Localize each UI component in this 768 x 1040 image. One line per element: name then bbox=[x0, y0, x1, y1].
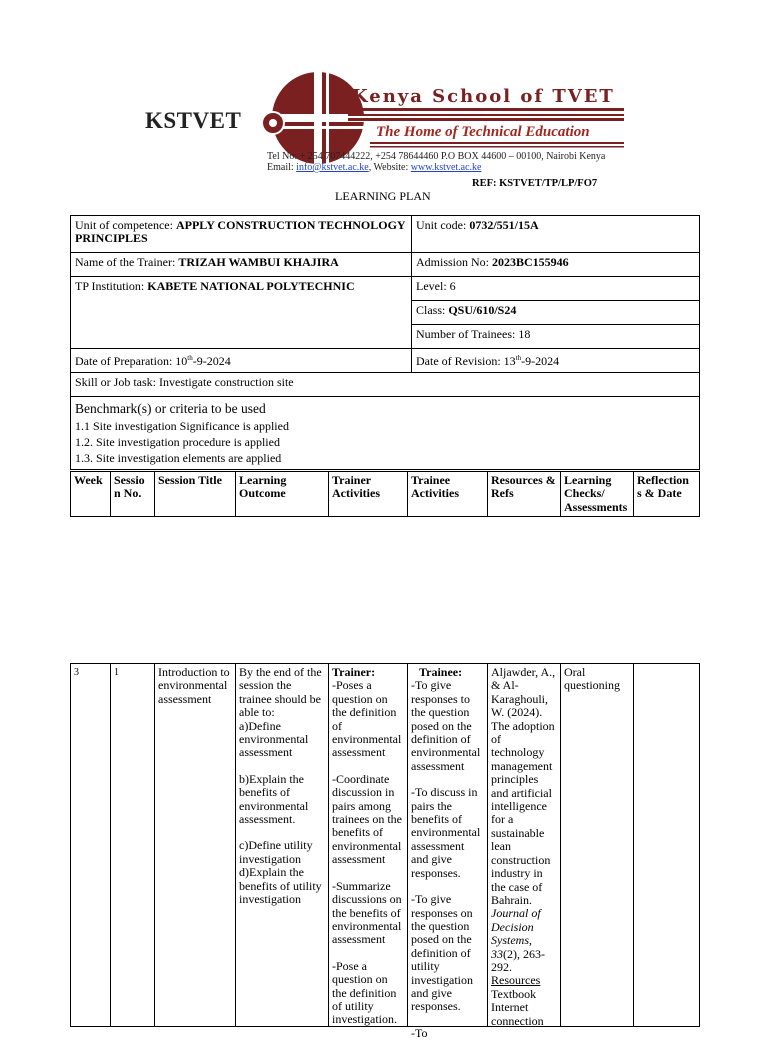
col-reflections: Reflection s & Date bbox=[634, 472, 700, 517]
col-session-no: Sessio n No. bbox=[111, 472, 155, 517]
website-link[interactable]: www.kstvet.ac.ke bbox=[410, 162, 482, 173]
journal-title: Journal of Decision Systems bbox=[491, 906, 541, 948]
col-trainee-activities: Trainee Activities bbox=[408, 472, 488, 517]
benchmark-item: 1.2. Site investigation procedure is applied bbox=[75, 435, 280, 449]
trainer-name: Name of the Trainer: TRIZAH WAMBUI KHAJIRA bbox=[71, 253, 412, 277]
trainee-activities-cell: Trainee: -To give responses to the question posed on the definition of environmental assessment -To discuss in pairs the benefits of environmental assessment and give responses. -To give responses on the question posed on the definition of utility investigation and give responses. -To bbox=[408, 664, 488, 1027]
session-header-table bbox=[70, 471, 700, 517]
page-title: LEARNING PLAN bbox=[335, 189, 431, 203]
col-learning-checks: Learning Checks/ Assessments bbox=[561, 472, 634, 517]
resources-cell: Aljawder, A., & Al-Karaghouli, W. (2024). The adoption of technology management principles and artificial intelligence for a sustainable lean construction industry in the case of Bahrain. Journal of Decision Systems, 33(2), 263-292. Resources Textbook Internet connection bbox=[488, 664, 561, 1027]
trainer-activities-cell: Trainer: -Poses a question on the definition of environmental assessment -Coordinate discussion in pairs among trainees on the benefits of environmental assessment -Summarize discussions on the benefits of environmental assessment -Pose a question on the definition of utility investigation. bbox=[329, 664, 408, 1027]
email-website-line: Email: info@kstvet.ac.ke, Website: www.kstvet.ac.ke bbox=[267, 162, 482, 173]
tp-institution: TP Institution: KABETE NATIONAL POLYTECHNIC bbox=[71, 277, 412, 349]
unit-of-competence: Unit of competence: APPLY CONSTRUCTION TECHNOLOGY PRINCIPLES bbox=[71, 216, 412, 253]
week-cell: 3 bbox=[71, 664, 111, 1027]
logo-text: KSTVET bbox=[145, 108, 242, 133]
email-link[interactable]: info@kstvet.ac.ke bbox=[296, 162, 369, 173]
col-trainer-activities: Trainer Activities bbox=[329, 472, 408, 517]
resource-item: Textbook bbox=[491, 986, 537, 1001]
session-title-cell: Introduction to environmental assessment bbox=[155, 664, 236, 1027]
skill-or-job-task: Skill or Job task: Investigate construction site bbox=[71, 373, 700, 397]
level: Level: 6 bbox=[412, 277, 700, 301]
resource-item: Internet connection bbox=[491, 1000, 544, 1028]
benchmark-item: 1.3. Site investigation elements are applied bbox=[75, 451, 282, 465]
admission-number: Admission No: 2023BC155946 bbox=[412, 253, 700, 277]
col-resources: Resources & Refs bbox=[488, 472, 561, 517]
class: Class: QSU/610/S24 bbox=[412, 301, 700, 325]
col-week: Week bbox=[71, 472, 111, 517]
benchmarks bbox=[71, 397, 700, 470]
document-ref: REF: KSTVET/TP/LP/FO7 bbox=[472, 178, 598, 189]
unit-code: Unit code: 0732/551/15A bbox=[412, 216, 700, 253]
date-of-preparation: Date of Preparation: 10th-9-2024 bbox=[71, 349, 412, 373]
session-no-cell: 1 bbox=[111, 664, 155, 1027]
learning-outcome-cell: By the end of the session the trainee should be able to: a)Define environmental assessment b)Explain the benefits of environmental assessment. c)Define utility investigation d)Explain the benefits of utility investigation bbox=[236, 664, 329, 1027]
info-table bbox=[70, 215, 700, 470]
contact-line: Tel No: + 254 707444222, +254 78644460 P.O BOX 44600 – 00100, Nairobi Kenya bbox=[267, 151, 606, 162]
session-table bbox=[70, 663, 700, 1040]
reflections-cell bbox=[634, 664, 700, 1027]
school-name: Kenya School of TVET bbox=[352, 86, 615, 107]
table-row bbox=[71, 664, 700, 1027]
school-motto: The Home of Technical Education bbox=[376, 124, 590, 140]
date-of-revision: Date of Revision: 13th-9-2024 bbox=[412, 349, 700, 373]
benchmark-title: Benchmark(s) or criteria to be used bbox=[75, 401, 266, 416]
learning-checks-cell: Oral questioning bbox=[561, 664, 634, 1027]
resources-heading: Resources bbox=[491, 973, 541, 988]
benchmark-item: 1.1 Site investigation Significance is applied bbox=[75, 419, 289, 433]
col-session-title: Session Title bbox=[155, 472, 236, 517]
col-learning-outcome: Learning Outcome bbox=[236, 472, 329, 517]
number-of-trainees: Number of Trainees: 18 bbox=[412, 325, 700, 349]
